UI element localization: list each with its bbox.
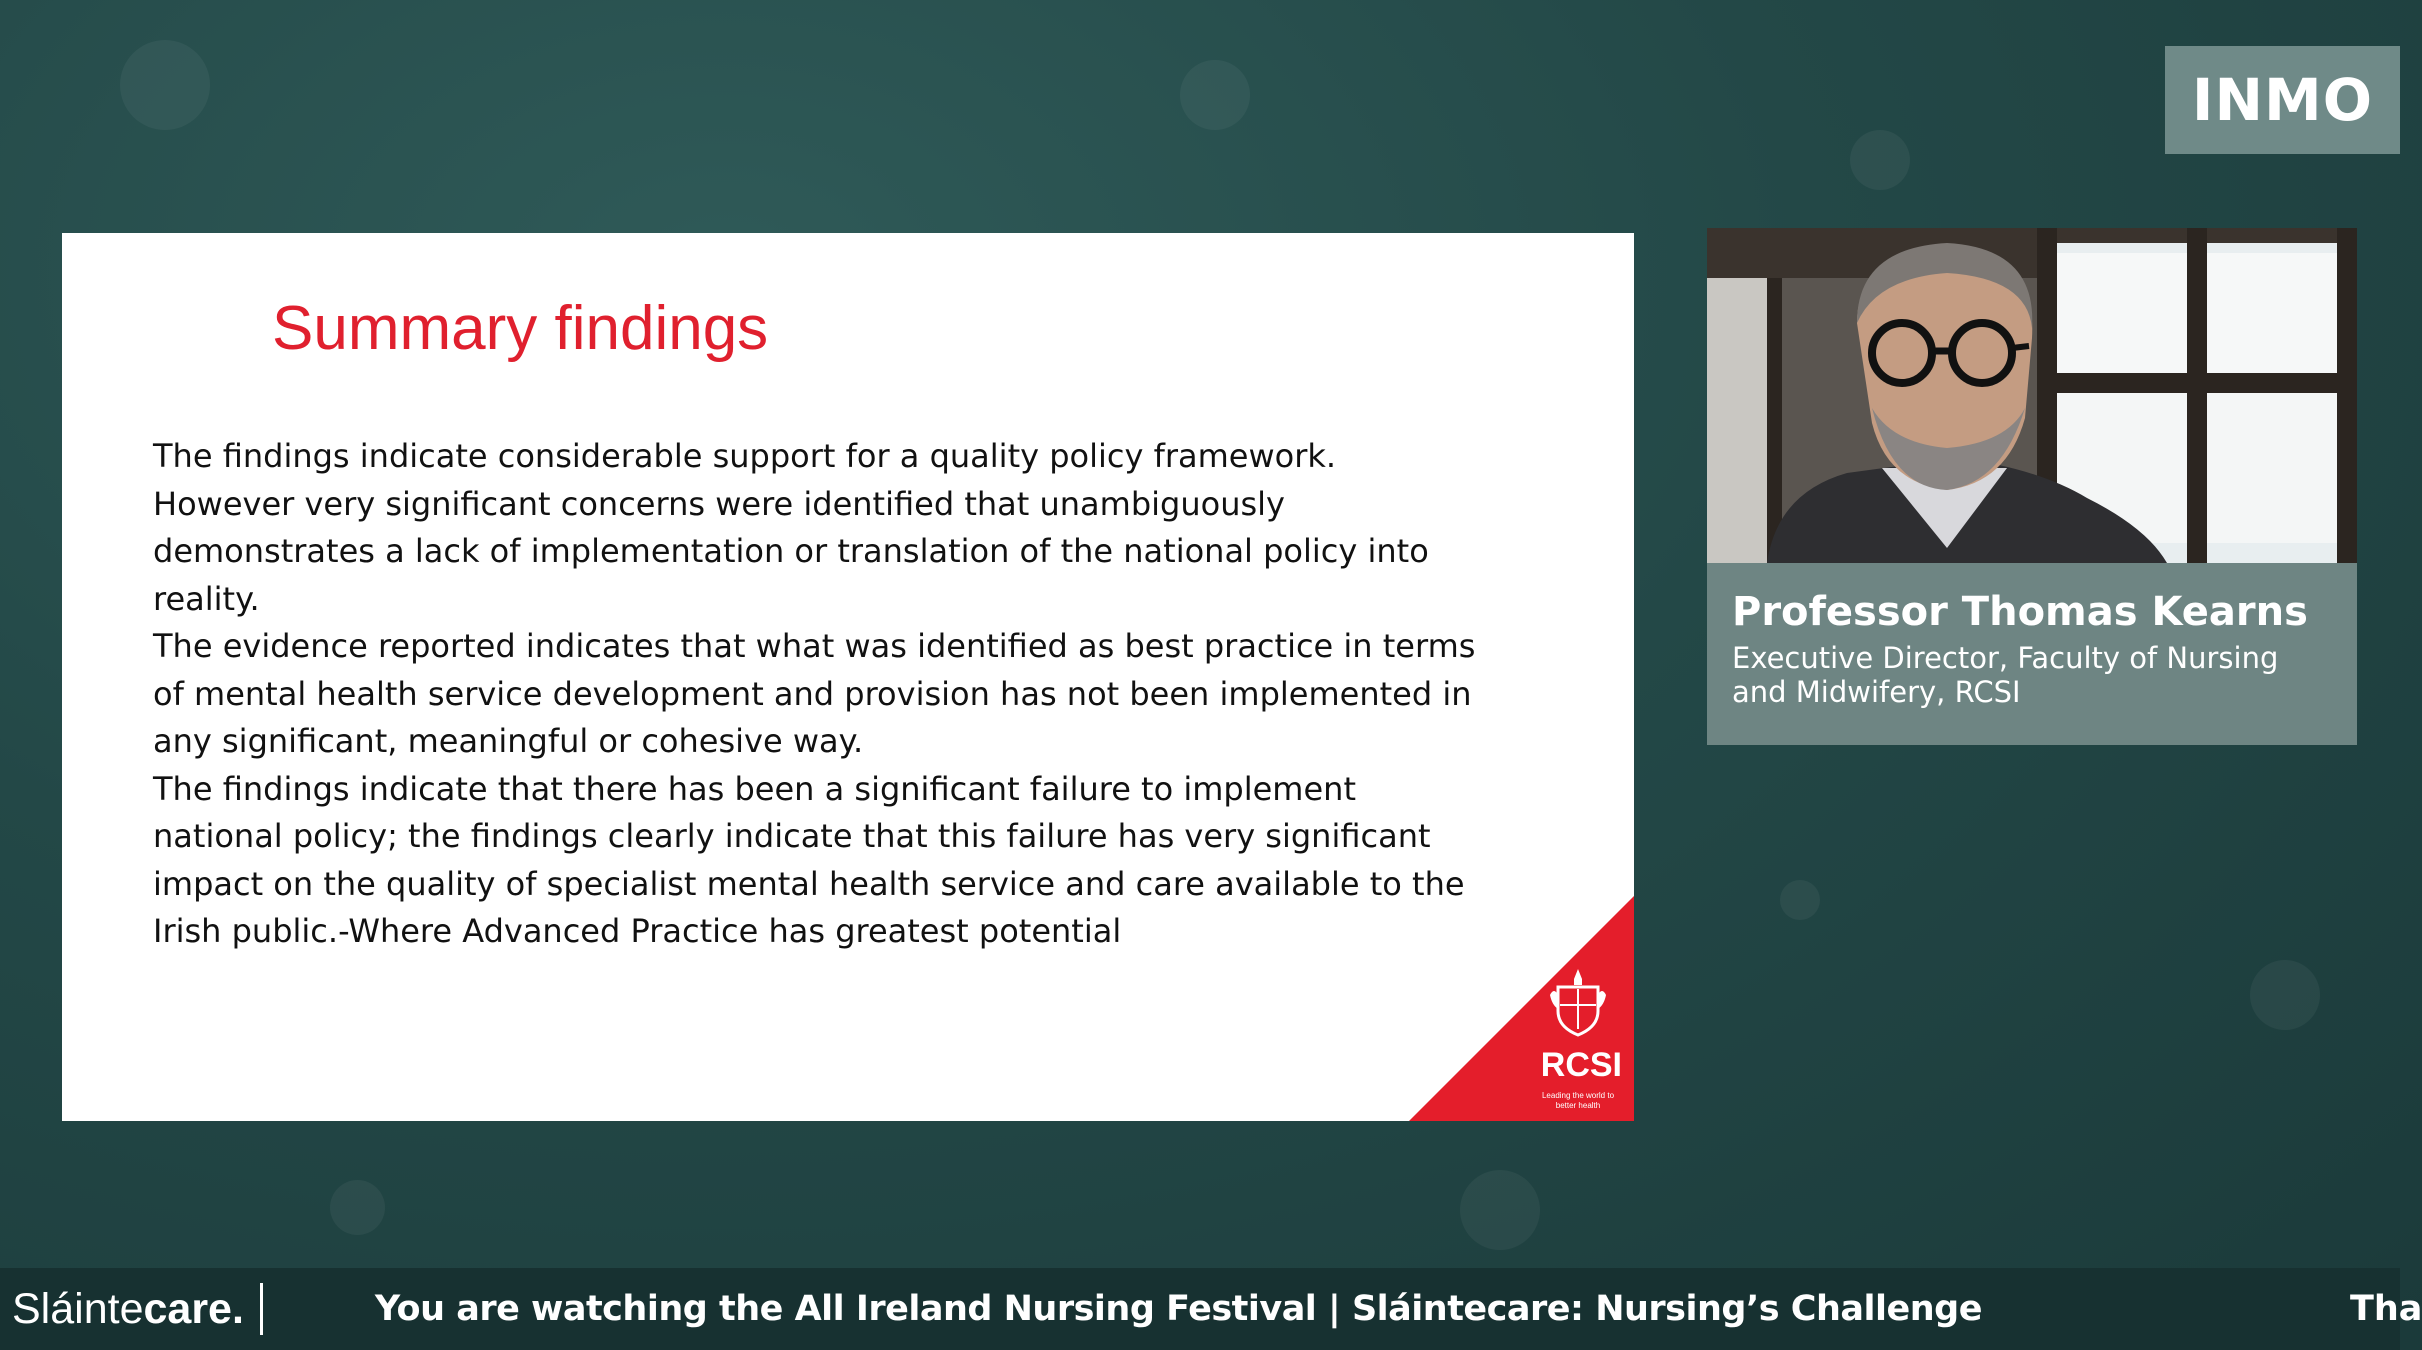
background-bokeh <box>2250 960 2320 1030</box>
speaker-caption <box>1707 563 2357 745</box>
speaker-video-frame <box>1707 228 2357 563</box>
slide-paragraph: The findings indicate that there has been a significant failure to implement national policy; the findings clearly indicate that this failure has very significant impact on the quality of specialist mental health service and care available to the Irish public.-Where Advanced Practice has greatest potential <box>153 769 1465 950</box>
brand-part-2: care. <box>143 1284 244 1333</box>
background-bokeh <box>1850 130 1910 190</box>
inmo-logo-text: INMO <box>2191 66 2374 134</box>
slide-body <box>153 433 1483 956</box>
rcsi-logo-text: RCSI <box>1540 1046 1622 1084</box>
slide-paragraph: The evidence reported indicates that what was identified as best practice in terms of mental health service development and provision has not been implemented in any significant, meaningful or cohesive way. <box>153 627 1476 760</box>
rcsi-crest-icon <box>1546 965 1610 1037</box>
slaintecare-logo <box>12 1285 244 1334</box>
background-bokeh <box>1460 1170 1540 1250</box>
rcsi-tagline: Leading the world to better health <box>1541 1091 1615 1110</box>
presentation-slide <box>62 233 1634 1121</box>
brand-separator <box>260 1283 263 1335</box>
news-ticker <box>0 1268 2422 1350</box>
brand-part-1: Sláinte <box>12 1284 144 1333</box>
ticker-next-message: Tha <box>2350 1289 2422 1329</box>
background-bokeh <box>330 1180 385 1235</box>
speaker-name: Professor Thomas Kearns <box>1732 589 2308 635</box>
speaker-role: Executive Director, Faculty of Nursing and Midwifery, RCSI <box>1732 641 2279 709</box>
background-bokeh <box>1780 880 1820 920</box>
background-bokeh <box>120 40 210 130</box>
inmo-logo <box>2165 46 2400 154</box>
slide-title: Summary findings <box>272 294 769 363</box>
ticker-message: You are watching the All Ireland Nursing Festival | Sláintecare: Nursing’s Challenge <box>374 1289 1982 1329</box>
speaker-video <box>1707 228 2357 563</box>
background-bokeh <box>1180 60 1250 130</box>
slide-paragraph: The findings indicate considerable support for a quality policy framework. However very significant concerns were identified that unambiguously demonstrates a lack of implementation or translation of the national policy into reality. <box>153 437 1429 618</box>
